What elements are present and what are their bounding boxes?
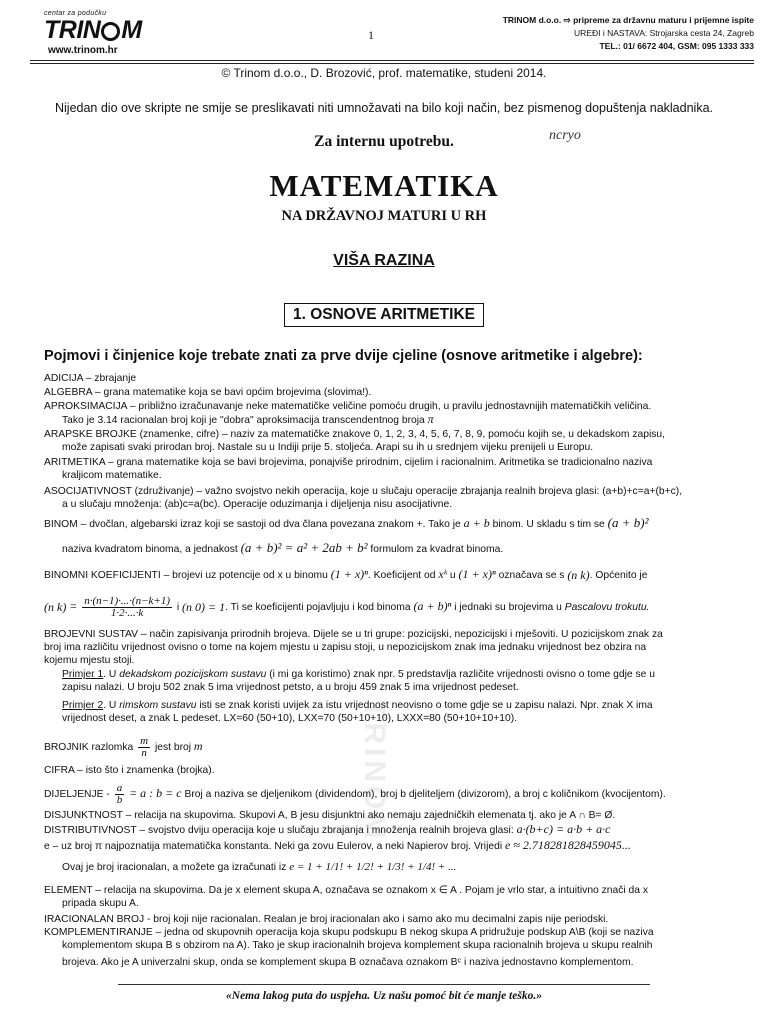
text: formulom za kvadrat binoma. xyxy=(370,544,504,555)
math-binom-formula: (a + b)² = a² + 2ab + b² xyxy=(240,540,368,555)
glossary-entry-binom xyxy=(44,516,744,531)
text: i xyxy=(176,602,180,613)
company-line-1: TRINOM d.o.o. ⇨ pripreme za državnu maturu i prijemne ispite xyxy=(502,15,754,25)
company-line-3: TEL.: 01/ 6672 404, GSM: 095 1333 333 xyxy=(599,41,754,51)
text: . U xyxy=(103,669,117,680)
glossary-entry-binom-2 xyxy=(44,541,744,556)
logo-text-left: TRIN xyxy=(44,16,101,44)
math-binom-square: (a + b)² xyxy=(607,515,649,530)
glossary-entry-iracionalan: IRACIONALAN BROJ - broj koji nije racionalan. Realan je broj iracionalan ako i samo ako mu decimalni zapis nije periodski. xyxy=(44,914,609,925)
math-binom: a + b xyxy=(463,516,490,530)
glossary-entry-arapske-2: može zapisati svaki prirodan broj. Nastale su u Indiji prije 5. stoljeća. Arapi su ih u srednjem vijeku prenijeli u Europu. xyxy=(62,442,594,453)
math-distributive: a·(b+c) = a·b + a·c xyxy=(516,822,611,836)
logo-text-right: M xyxy=(121,16,142,44)
glossary-entry-dijeljenje xyxy=(44,780,744,808)
fraction-numerator: n·(n−1)·...·(n−k+1) xyxy=(84,594,170,607)
company-line-2: UREĐI i NASTAVA: Strojarska cesta 24, Zagreb xyxy=(574,28,754,38)
math-binom-n: (a + b)ⁿ xyxy=(413,599,452,613)
glossary-entry-komplement-3: brojeva. Ako je A univerzalni skup, onda se komplement skupa B označava oznakom Bᶜ i naziva jednostavno komplementom. xyxy=(62,957,634,968)
intro-heading: Pojmovi i činjenice koje trebate znati za prve dvije cjeline (osnove aritmetike i algebre): xyxy=(44,348,643,364)
glossary-entry-element: ELEMENT – relacija na skupovima. Da je x element skupa A, označava se oznakom x ∈ A . Pojam je vrlo star, a intuitivno znači da x xyxy=(44,885,649,896)
text: označava se s xyxy=(498,570,565,581)
math-m: m xyxy=(193,739,203,753)
document-subtitle: NA DRŽAVNOJ MATURI U RH xyxy=(281,208,487,224)
glossary-entry-brojnik xyxy=(44,733,744,761)
header-divider xyxy=(30,60,754,61)
text: . Općenito je xyxy=(589,570,648,581)
internal-use-label: Za internu upotrebu. xyxy=(314,133,454,150)
text: u xyxy=(449,570,456,581)
text: binom. U skladu s tim se xyxy=(492,519,605,530)
glossary-entry-adicija: ADICIJA – zbrajanje xyxy=(44,373,137,384)
glossary-entry-euler xyxy=(44,839,744,853)
glossary-entry-distributivnost xyxy=(44,823,744,837)
text: DIJELJENJE - xyxy=(44,789,110,800)
glossary-entry-koeficijenti-2 xyxy=(44,593,744,621)
glossary-entry-komplement-2: komplementom skupa B s obzirom na A). Tako je skup iracionalnih brojeva komplement skupa racionalnih brojeva u skupu realnih xyxy=(62,940,653,951)
text: jest broj xyxy=(154,742,192,753)
glossary-entry-asocijativnost: ASOCIJATIVNOST (združivanje) – važno svojstvo nekih operacija, koje u slučaju operacije zbrajanja realnih brojeva glasi: (a+b)+c=a+(b+c), xyxy=(44,486,683,497)
text: BINOMNI KOEFICIJENTI – brojevi uz potencije od x u binomu xyxy=(44,570,328,581)
pi-symbol: π xyxy=(427,412,434,426)
math-m-over-n xyxy=(138,736,150,759)
trinom-logo xyxy=(44,16,142,44)
fraction-denominator: b xyxy=(116,793,123,806)
text: . U xyxy=(103,700,117,711)
example-1 xyxy=(44,668,744,681)
handwritten-note: ncryo xyxy=(549,128,581,143)
text-italic: rimskom sustavu xyxy=(119,700,197,711)
text: BINOM – dvočlan, algebarski izraz koji se sastoji od dva člana povezana znakom +. Tako je xyxy=(44,519,461,530)
glossary-entry-euler-2 xyxy=(44,856,744,879)
glossary-entry-aproksimacija-2 xyxy=(44,413,744,427)
text: naziva kvadratom binoma, a jednakost xyxy=(62,544,238,555)
fraction-denominator: n xyxy=(141,746,147,759)
math-e-value: e ≈ 2.718281828459045... xyxy=(505,838,631,852)
level-heading: VIŠA RAZINA xyxy=(333,252,435,269)
text-italic: dekadskom pozicijskom sustavu xyxy=(119,669,267,680)
glossary-entry-aritmetika-2: kraljicom matematike. xyxy=(62,470,162,481)
header-divider-2 xyxy=(30,63,754,64)
math-e-series: e = 1 + 1/1! + 1/2! + 1/3! + 1/4! + ... xyxy=(289,861,457,873)
section-title-box: 1. OSNOVE ARITMETIKE xyxy=(284,303,484,327)
text: . Koeficijent od xyxy=(367,570,436,581)
fraction-numerator: m xyxy=(140,734,149,747)
logo-url: www.trinom.hr xyxy=(48,45,118,56)
glossary-entry-algebra: ALGEBRA – grana matematike koja se bavi općim brojevima (slovima!). xyxy=(44,387,372,398)
text: Tako je 3.14 racionalan broj koji je "dobra" aproksimacija transcendentnog broja xyxy=(62,415,425,426)
glossary-entry-komplement: KOMPLEMENTIRANJE – jedna od skupovnih operacija koja skupu podskupu B nekog skupa A pridružuje podskup A\B (koji se naziva xyxy=(44,927,654,938)
logo-ring-icon xyxy=(101,22,120,41)
glossary-entry-koeficijenti xyxy=(44,563,744,587)
glossary-entry-brojevni-3: kojemu mjestu stoji. xyxy=(44,655,135,666)
math-x-k: xᵏ xyxy=(438,567,448,581)
company-info xyxy=(503,14,754,53)
page-number: 1 xyxy=(368,28,374,42)
glossary-entry-disjunktnost: DISJUNKTNOST – relacija na skupovima. Skupovi A, B jesu disjunktni ako nemaju zajedničkih elemenata tj. ako je A ∩ B= Ø. xyxy=(44,810,616,821)
example-1-2: zapisu nalazi. U broju 502 znak 5 ima vrijednost petsto, a u broju 459 znak 5 ima vrijednost pedeset. xyxy=(62,682,519,693)
equals-sign: = xyxy=(69,599,78,613)
text: . Ti se koeficijenti pojavljuju i kod binoma xyxy=(225,602,411,613)
math-n-choose-k-lhs: (n k) xyxy=(44,600,67,615)
watermark: TRINOM xyxy=(358,700,391,843)
glossary-entry-cifra: CIFRA – isto što i znamenka (brojka). xyxy=(44,765,215,776)
fraction-denominator: 1·2·...·k xyxy=(110,606,144,619)
text: Broj a naziva se djeljenikom (dividendom), broj b djeliteljem (divizorom), a broj c količnikom (kvocijentom). xyxy=(184,789,666,800)
example-1-label: Primjer 1 xyxy=(62,669,104,680)
glossary-entry-aproksimacija: APROKSIMACIJA – približno izračunavanje neke matematičke veličine pomoću drugih, u pravilu jednostavnijih matematičkih veličina. xyxy=(44,401,652,412)
glossary-entry-aritmetika: ARITMETIKA – grana matematike koja se bavi brojevima, ponajviše prirodnim, cijelim i racionalnim. Aritmetika se tradicionalno naziva xyxy=(44,457,653,468)
text: Ovaj je broj iracionalan, a možete ga izračunati iz xyxy=(62,862,287,873)
glossary-entry-brojevni-2: broj ima različitu vrijednost ovisno o tome na kojem mjestu u zapisu stoji, u nepozicijskom znak ima jednaku vrijednost bez obzira na xyxy=(44,642,647,653)
math-one-plus-x: (1 + x)ⁿ xyxy=(330,567,368,581)
text: e – uz broj π najpoznatija matematička konstanta. Neki ga zovu Eulerov, a neki Napierov broj. Vrijedi xyxy=(44,841,503,852)
copy-notice: Nijedan dio ove skripte ne smije se preslikavati niti umnožavati na bilo koji način, bez pismenog dopuštenja nakladnika. xyxy=(54,101,713,115)
footer-divider xyxy=(118,984,650,985)
glossary-entry-arapske: ARAPSKE BROJKE (znamenke, cifre) – naziv za matematičke znakove 0, 1, 2, 3, 4, 5, 6, 7, 8, 9, pomoću kojih se, u dekadskom zapisu, xyxy=(44,429,665,440)
math-a-over-b xyxy=(115,783,125,806)
example-2-label: Primjer 2 xyxy=(62,700,104,711)
math-division: = a : b = c xyxy=(129,786,182,800)
pascal-triangle-text: Pascalovu trokutu. xyxy=(564,602,650,613)
text: (i mi ga koristimo) znak npr. 5 predstavlja različite vrijednosti ovisno o tome gdje se u xyxy=(269,669,655,680)
math-binomial-fraction xyxy=(82,596,172,619)
text: isti se znak koristi uvijek za istu vrijednost neovisno o tome gdje se u zapisu nalazi. Npr. znak X ima xyxy=(199,700,653,711)
text: BROJNIK razlomka xyxy=(44,742,134,753)
text: DISTRIBUTIVNOST – svojstvo dviju operacija koje u slučaju zbrajanja i množenja realnih brojeva glasi: xyxy=(44,825,514,836)
glossary-entry-brojevni: BROJEVNI SUSTAV – način zapisivanja prirodnih brojeva. Dijele se u tri grupe: pozicijski, nepozicijski i mješoviti. U pozicijskom znak za xyxy=(44,629,663,640)
example-2-2: vrijednost deset, a znak L pedeset. LX=60 (50+10), LXX=70 (50+10+10), LXXX=80 (50+10+10+10). xyxy=(62,713,518,724)
copyright: © Trinom d.o.o., D. Brozović, prof. matematike, studeni 2014. xyxy=(221,66,547,80)
glossary-entry-element-2: pripada skupu A. xyxy=(62,898,139,909)
fraction-numerator: a xyxy=(116,781,123,794)
example-2 xyxy=(44,699,744,712)
math-n-choose-k: (n k) xyxy=(567,568,590,583)
math-one-plus-x-2: (1 + x)ⁿ xyxy=(458,567,496,581)
glossary-entry-asocijativnost-2: a u slučaju množenja: (ab)c=a(bc). Operacije oduzimanja i dijeljenja nisu asocijativne. xyxy=(62,499,453,510)
text: i jednaki su brojevima u xyxy=(454,602,562,613)
document-title: MATEMATIKA xyxy=(269,168,499,203)
footer-motto: «Nema lakog puta do uspjeha. Uz našu pomoć bit će manje teško.» xyxy=(226,990,542,1002)
math-n-choose-zero: (n 0) = 1 xyxy=(182,600,226,615)
logo-tagline: centar za podučku xyxy=(44,10,107,17)
